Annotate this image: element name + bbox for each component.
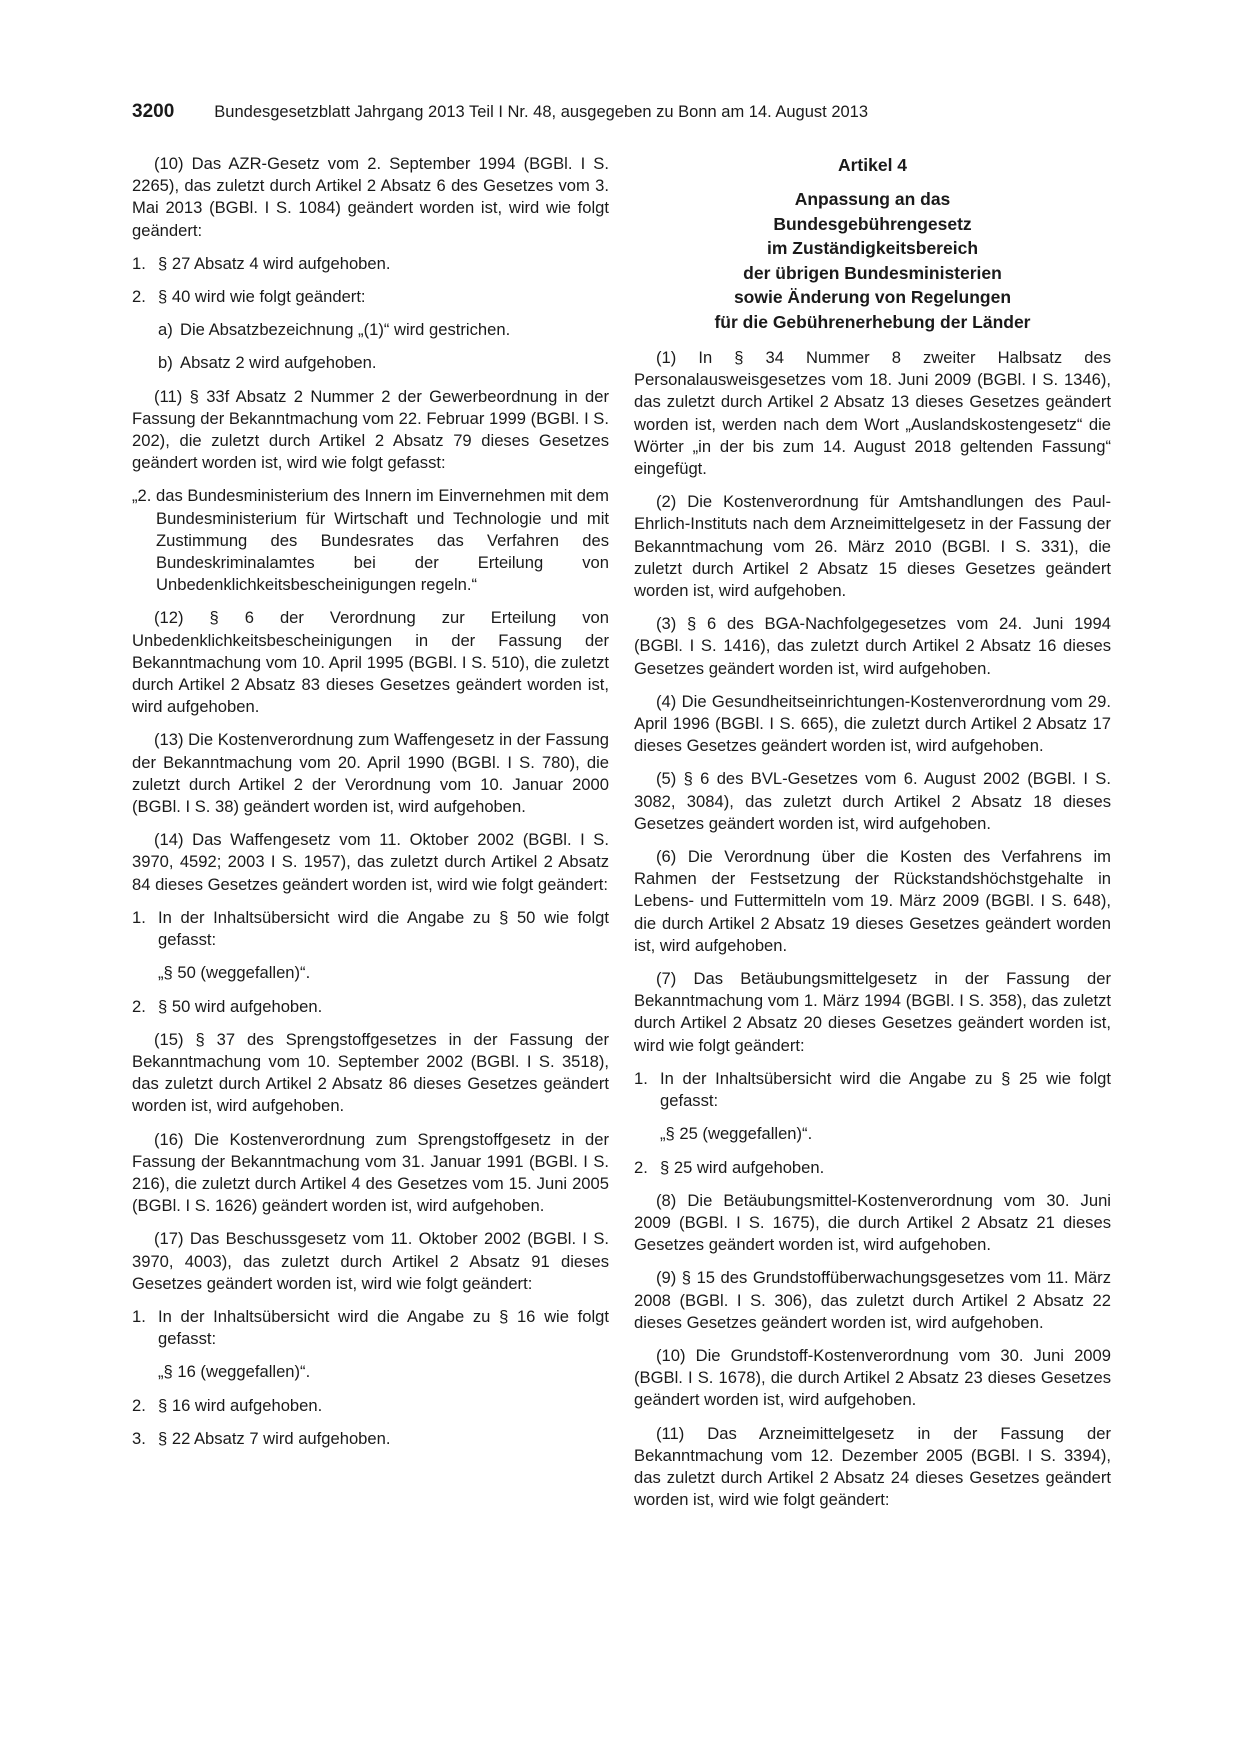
list-item xyxy=(132,286,609,308)
paragraph-2: (2) Die Kostenverordnung für Amtshandlungen des Paul-Ehrlich-Instituts nach dem Arzneimittelgesetz in der Fassung der Bekanntmachung vom 26. März 2010 (BGBl. I S. 331), die zuletzt durch Artikel 2 Absatz 15 dieses Gesetzes geändert worden ist, wird aufgehoben. xyxy=(634,492,1111,601)
list-item-number: 2. xyxy=(132,287,146,307)
page-number: 3200 xyxy=(132,101,175,122)
paragraph-14: (14) Das Waffengesetz vom 11. Oktober 2002 (BGBl. I S. 3970, 4592; 2003 I S. 1957), das zuletzt durch Artikel 2 Absatz 84 dieses Gesetzes geändert worden ist, wird wie folgt geändert: xyxy=(132,830,609,894)
list-item-number: 1. xyxy=(132,907,146,927)
paragraph-7: (7) Das Betäubungsmittelgesetz in der Fassung der Bekanntmachung vom 1. März 1994 (BGBl. I S. 358), das zuletzt durch Artikel 2 Absatz 20 dieses Gesetzes geändert worden ist, wird wie folgt geändert: xyxy=(634,969,1111,1055)
paragraph-15: (15) § 37 des Sprengstoffgesetzes in der Fassung der Bekanntmachung vom 10. September 2002 (BGBl. I S. 3518), das zuletzt durch Artikel 2 Absatz 86 dieses Gesetzes geändert worden ist, wird aufgehoben. xyxy=(132,1029,609,1116)
sub-item-letter: b) xyxy=(158,353,173,373)
paragraph-8: (8) Die Betäubungsmittel-Kostenverordnung vom 30. Juni 2009 (BGBl. I S. 1675), die durch Artikel 2 Absatz 21 dieses Gesetzes geändert worden ist, wird aufgehoben. xyxy=(634,1190,1111,1255)
paragraph-9: (9) § 15 des Grundstoffüberwachungsgesetzes vom 11. März 2008 (BGBl. I S. 306), das zuletzt durch Artikel 2 Absatz 22 dieses Gesetzes geändert worden ist, wird aufgehoben. xyxy=(634,1268,1111,1332)
list-item-number: 3. xyxy=(132,1428,146,1448)
quoted-entry: „§ 25 (weggefallen)“. xyxy=(660,1124,813,1144)
list-item-number: 2. xyxy=(132,996,146,1016)
list-item-number: 1. xyxy=(634,1068,648,1088)
list-item-text: In der Inhaltsübersicht wird die Angabe zu § 25 wie folgt gefasst: xyxy=(660,1068,1111,1111)
article-heading-line: Anpassung an das xyxy=(794,189,951,209)
quoted-provision xyxy=(132,485,609,596)
quoted-provision-number: „2. xyxy=(132,486,152,506)
sub-item xyxy=(158,352,609,374)
gazette-title: Bundesgesetzblatt Jahrgang 2013 Teil I Nr. 48, ausgegeben zu Bonn am 14. August 2013 xyxy=(214,103,869,121)
paragraph-11: (11) § 33f Absatz 2 Nummer 2 der Gewerbeordnung in der Fassung der Bekanntmachung vom 22. Februar 1999 (BGBl. I S. 202), die zuletzt durch Artikel 2 Absatz 79 dieses Gesetzes geändert worden ist, wird wie folgt gefasst: xyxy=(132,386,609,473)
list-item-text: § 50 wird aufgehoben. xyxy=(158,996,323,1016)
sub-item-text: Absatz 2 wird aufgehoben. xyxy=(180,353,377,373)
list-item-number: 2. xyxy=(634,1157,648,1177)
paragraph-10: (10) Das AZR-Gesetz vom 2. September 1994 (BGBl. I S. 2265), das zuletzt durch Artikel 2 Absatz 6 des Gesetzes vom 3. Mai 2013 (BGBl. I S. 1084) geändert worden ist, wird wie folgt geändert: xyxy=(132,154,609,240)
list-item-text: In der Inhaltsübersicht wird die Angabe zu § 16 wie folgt gefasst: xyxy=(158,1306,609,1349)
list-item xyxy=(132,1306,609,1350)
list-item-text: § 22 Absatz 7 wird aufgehoben. xyxy=(158,1428,391,1448)
list-item xyxy=(132,996,609,1018)
quoted-provision-text: das Bundesministerium des Innern im Einvernehmen mit dem Bundesministerium für Wirtschaft und Technologie und mit Zustimmung des Bundesrates das Verfahren des Bundeskriminalamtes bei der Erteilung von Unbedenklichkeitsbescheinigungen regeln.“ xyxy=(156,486,609,595)
sub-item xyxy=(158,319,609,341)
list-item xyxy=(634,1157,1111,1179)
list-item-text: In der Inhaltsübersicht wird die Angabe zu § 50 wie folgt gefasst: xyxy=(158,907,609,950)
right-column xyxy=(634,153,1111,1522)
left-column xyxy=(132,153,609,1461)
list-item xyxy=(634,1068,1111,1112)
page-header xyxy=(132,102,990,122)
list-item xyxy=(132,907,609,951)
list-item-text: § 16 wird aufgehoben. xyxy=(158,1395,323,1415)
list-item-number: 1. xyxy=(132,1306,146,1326)
article-heading-line: Bundesgebührengesetz xyxy=(773,213,972,234)
paragraph-13: (13) Die Kostenverordnung zum Waffengesetz in der Fassung der Bekanntmachung vom 20. April 1990 (BGBl. I S. 780), die zuletzt durch Artikel 2 der Verordnung vom 10. Januar 2000 (BGBl. I S. 38) geändert worden ist, wird aufgehoben. xyxy=(132,730,609,817)
quoted-entry: „§ 50 (weggefallen)“. xyxy=(158,963,311,983)
list-item xyxy=(132,253,609,275)
quoted-entry: „§ 16 (weggefallen)“. xyxy=(158,1362,311,1382)
list-item xyxy=(132,1428,609,1450)
list-item-text: § 25 wird aufgehoben. xyxy=(660,1157,825,1177)
paragraph-10: (10) Die Grundstoff-Kostenverordnung vom 30. Juni 2009 (BGBl. I S. 1678), die durch Artikel 2 Absatz 23 dieses Gesetzes geändert worden ist, wird aufgehoben. xyxy=(634,1345,1111,1410)
paragraph-3: (3) § 6 des BGA-Nachfolgegesetzes vom 24. Juni 1994 (BGBl. I S. 1416), das zuletzt durch Artikel 2 Absatz 16 dieses Gesetzes geändert worden ist, wird aufgehoben. xyxy=(634,614,1111,678)
list-item-number: 1. xyxy=(132,253,146,273)
paragraph-16: (16) Die Kostenverordnung zum Sprengstoffgesetz in der Fassung der Bekanntmachung vom 31. Januar 1991 (BGBl. I S. 216), die zuletzt durch Artikel 4 des Gesetzes vom 15. Juni 2005 (BGBl. I S. 1626) geändert worden ist, wird aufgehoben. xyxy=(132,1129,609,1216)
article-heading-line: im Zuständigkeitsbereich xyxy=(766,238,979,258)
list-item-number: 2. xyxy=(132,1395,146,1415)
paragraph-11: (11) Das Arzneimittelgesetz in der Fassung der Bekanntmachung vom 12. Dezember 2005 (BGBl. I S. 3394), das zuletzt durch Artikel 2 Absatz 24 dieses Gesetzes geändert worden ist, wird wie folgt geändert: xyxy=(634,1423,1111,1510)
paragraph-12: (12) § 6 der Verordnung zur Erteilung von Unbedenklichkeitsbescheinigungen in der Fassung der Bekanntmachung vom 10. April 1995 (BGBl. I S. 510), die zuletzt durch Artikel 2 Absatz 83 dieses Gesetzes geändert worden ist, wird aufgehoben. xyxy=(132,608,609,717)
paragraph-5: (5) § 6 des BVL-Gesetzes vom 6. August 2002 (BGBl. I S. 3082, 3084), das zuletzt durch Artikel 2 Absatz 18 dieses Gesetzes geändert worden ist, wird aufgehoben. xyxy=(634,769,1111,833)
list-item-text: § 27 Absatz 4 wird aufgehoben. xyxy=(158,253,391,273)
paragraph-6: (6) Die Verordnung über die Kosten des Verfahrens im Rahmen der Festsetzung der Rückstandshöchstgehalte in Lebens- und Futtermitteln vom 19. März 2009 (BGBl. I S. 648), die durch Artikel 2 Absatz 19 dieses Gesetzes geändert worden ist, wird aufgehoben. xyxy=(634,847,1111,955)
article-title: Artikel 4 xyxy=(837,155,908,175)
paragraph-1: (1) In § 34 Nummer 8 zweiter Halbsatz des Personalausweisgesetzes vom 18. Juni 2009 (BGBl. I S. 1346), das zuletzt durch Artikel 2 Absatz 13 dieses Gesetzes geändert worden ist, werden nach dem Wort „Auslandskostengesetz“ die Wörter „in der bis zum 14. August 2018 geltenden Fassung“ eingefügt. xyxy=(634,348,1111,479)
paragraph-17: (17) Das Beschussgesetz vom 11. Oktober 2002 (BGBl. I S. 3970, 4003), das zuletzt durch Artikel 2 Absatz 91 dieses Gesetzes geändert worden ist, wird wie folgt geändert: xyxy=(132,1229,609,1293)
list-item-text: § 40 wird wie folgt geändert: xyxy=(158,287,366,307)
sub-item-text: Die Absatzbezeichnung „(1)“ wird gestrichen. xyxy=(180,320,511,340)
article-heading-line: der übrigen Bundesministerien xyxy=(743,262,1002,283)
article-heading-line: für die Gebührenerhebung der Länder xyxy=(714,311,1031,332)
article-heading xyxy=(634,187,1111,334)
paragraph-4: (4) Die Gesundheitseinrichtungen-Kostenverordnung vom 29. April 1996 (BGBl. I S. 665), die zuletzt durch Artikel 2 Absatz 17 dieses Gesetzes geändert worden ist, wird aufgehoben. xyxy=(634,691,1111,756)
article-heading-line: sowie Änderung von Regelungen xyxy=(733,287,1012,307)
list-item xyxy=(132,1395,609,1417)
sub-item-letter: a) xyxy=(158,320,173,340)
